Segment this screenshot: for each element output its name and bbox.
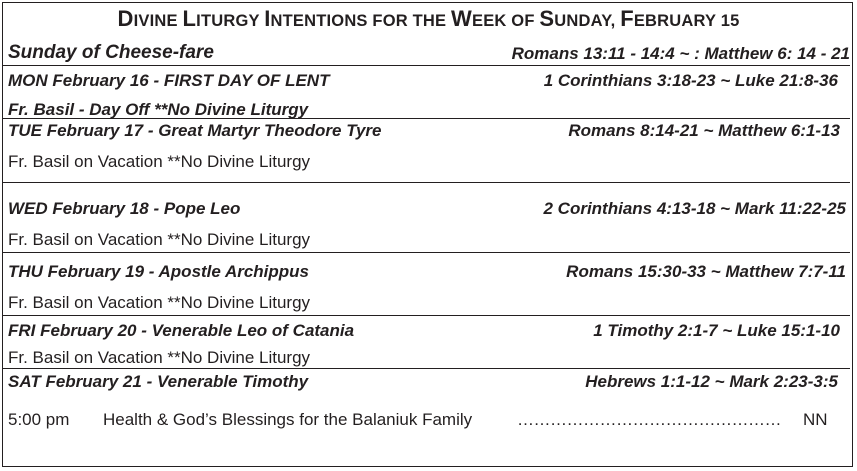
saturday-readings: Hebrews 1:1-12 ~ Mark 2:23-3:5 xyxy=(585,372,838,391)
thursday-readings: Romans 15:30-33 ~ Matthew 7:7-11 xyxy=(566,262,846,281)
friday-readings: 1 Timothy 2:1-7 ~ Luke 15:1-10 xyxy=(593,321,840,340)
tuesday-readings: Romans 8:14-21 ~ Matthew 6:1-13 xyxy=(568,121,840,140)
title-part: S xyxy=(539,6,555,31)
monday-heading: MON February 16 - FIRST DAY OF LENT xyxy=(8,71,330,90)
service-time: 5:00 pm xyxy=(8,410,70,429)
service-requester: NN xyxy=(803,410,828,429)
title-part: UNDAY, xyxy=(554,12,621,30)
tuesday-note: Fr. Basil on Vacation **No Divine Liturgy xyxy=(8,152,311,171)
title-part: D xyxy=(117,6,134,31)
title-part: EBRUARY 15 xyxy=(633,12,740,30)
thursday-note: Fr. Basil on Vacation **No Divine Liturgy xyxy=(8,293,311,312)
title-part: I xyxy=(264,6,271,31)
service-intention: Health & God’s Blessings for the Balaniuk Family xyxy=(103,410,473,429)
friday-note: Fr. Basil on Vacation **No Divine Liturgy xyxy=(8,348,311,367)
friday-heading: FRI February 20 - Venerable Leo of Catania xyxy=(8,321,355,340)
sunday-name: Sunday of Cheese-fare xyxy=(8,42,214,63)
saturday-heading: SAT February 21 - Venerable Timothy xyxy=(8,372,309,391)
divider xyxy=(3,182,850,183)
title-part: FOR THE xyxy=(372,12,452,30)
page-title xyxy=(0,6,857,32)
divider xyxy=(3,252,850,253)
sunday-readings: Romans 13:11 - 14:4 ~ : Matthew 6: 14 - 21 xyxy=(511,44,850,63)
title-part: W xyxy=(451,6,472,31)
monday-note: Fr. Basil - Day Off **No Divine Liturgy xyxy=(8,100,309,119)
title-part: L xyxy=(182,6,197,31)
wednesday-heading: WED February 18 - Pope Leo xyxy=(8,199,241,218)
leader-dots: ………………………………………… xyxy=(517,410,781,429)
title-part: F xyxy=(620,6,634,31)
title-part: ITURGY xyxy=(196,12,265,30)
divider xyxy=(3,315,850,316)
thursday-heading: THU February 19 - Apostle Archippus xyxy=(8,262,310,281)
title-part: IVINE xyxy=(133,12,183,30)
monday-readings: 1 Corinthians 3:18-23 ~ Luke 21:8-36 xyxy=(543,71,838,90)
tuesday-heading: TUE February 17 - Great Martyr Theodore Tyre xyxy=(8,121,382,140)
wednesday-readings: 2 Corinthians 4:13-18 ~ Mark 11:22-25 xyxy=(543,199,846,218)
divider xyxy=(3,65,850,66)
wednesday-note: Fr. Basil on Vacation **No Divine Liturgy xyxy=(8,230,311,249)
divider xyxy=(3,368,850,369)
title-part: EEK OF xyxy=(472,12,540,30)
title-part: NTENTIONS xyxy=(270,12,373,30)
divider xyxy=(3,118,850,119)
